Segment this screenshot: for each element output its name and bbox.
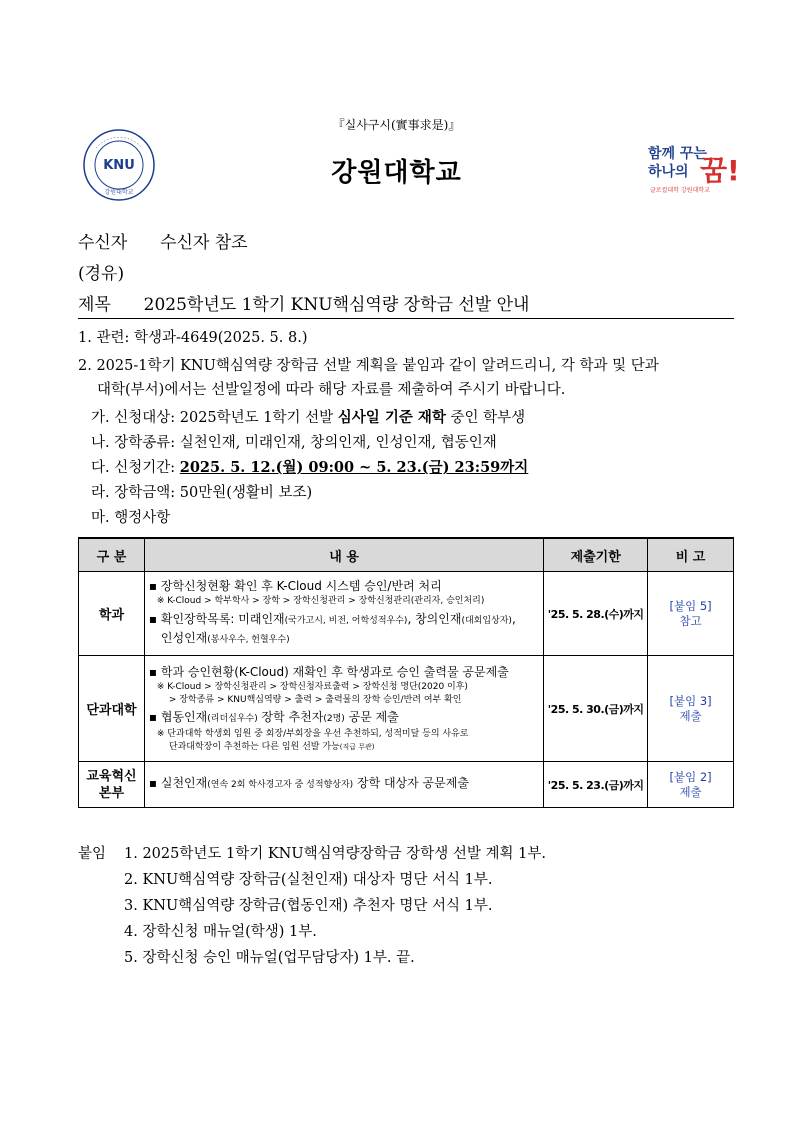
item-na: 나. 장학종류: 실천인재, 미래인재, 창의인재, 인성인재, 협동인재 bbox=[91, 435, 497, 451]
organization-title: 강원대학교 bbox=[331, 158, 462, 188]
content-small: (연속 2회 학사경고자 중 성적향상자) bbox=[207, 780, 354, 790]
content-small: (직급 무관) bbox=[339, 742, 375, 751]
table-header-row bbox=[79, 538, 734, 572]
content-item: ▪ 장학신청현황 확인 후 K-Cloud 시스템 승인/반려 처리 bbox=[148, 579, 442, 593]
item-da bbox=[91, 458, 528, 478]
attachment-item: 5. 장학신청 승인 매뉴얼(업무담당자) 1부. 끝. bbox=[124, 950, 415, 966]
content-item bbox=[149, 775, 539, 794]
content-subnote bbox=[149, 741, 539, 754]
content-small: (리더십우수) bbox=[207, 713, 258, 724]
content-text: 장학 대상자 공문제출 bbox=[353, 776, 469, 790]
row-deadline: '25. 5. 23.(금)까지 bbox=[544, 762, 648, 808]
content-text: 장학 추천자 bbox=[257, 709, 324, 724]
via-line: (경유) bbox=[78, 264, 125, 284]
application-period: 2025. 5. 12.(월) 09:00 ~ 5. 23.(금) 23:59까지 bbox=[179, 459, 529, 476]
schedule-table bbox=[78, 537, 734, 808]
recipient-line bbox=[78, 228, 248, 253]
content-subnote: ※ 단과대학 학생회 임원 중 회장/부회장을 우선 추천하되, 성적미달 등의 사유로 bbox=[156, 728, 469, 739]
header-category: 구 분 bbox=[79, 538, 145, 572]
content-text: ▪ 실천인재 bbox=[148, 776, 208, 790]
item-da-prefix: 다. 신청기간: bbox=[91, 460, 180, 476]
paragraph-1: 1. 관련: 학생과-4649(2025. 5. 8.) bbox=[78, 330, 308, 346]
note-ref: [붙임 2] bbox=[669, 769, 712, 784]
attachment-item: 1. 2025학년도 1학기 KNU핵심역량장학금 장학생 선발 계획 1부. bbox=[124, 846, 546, 862]
content-small: (대회입상자) bbox=[461, 616, 512, 626]
note-ref: [붙임 5] bbox=[669, 598, 712, 613]
svg-text:꿈!: 꿈! bbox=[700, 154, 736, 187]
slogan-logo bbox=[644, 138, 736, 196]
content-item bbox=[149, 709, 539, 728]
note-action: 제출 bbox=[679, 784, 702, 799]
content-text: 공문 제출 bbox=[344, 709, 399, 724]
row-content bbox=[144, 656, 543, 762]
header-deadline: 제출기한 bbox=[544, 538, 648, 572]
note-ref: [붙임 3] bbox=[669, 693, 712, 708]
attachments-list bbox=[124, 841, 546, 971]
content-subnote: > 장학종류 > KNU핵심역량 > 출력 > 출력물의 장학 승인/반려 여부 확인 bbox=[168, 694, 462, 705]
content-subnote: ※ K-Cloud > 장학신청관리 > 장학신청자료출력 > 장학신청 명단(2020 이후) bbox=[156, 681, 468, 692]
row-category: 학과 bbox=[79, 572, 145, 656]
recipient-label: 수신자 bbox=[78, 233, 128, 253]
category-line: 본부 bbox=[98, 785, 125, 801]
attachment-item: 2. KNU핵심역량 장학금(실천인재) 대상자 명단 서식 1부. bbox=[124, 872, 493, 888]
subject-label: 제목 bbox=[78, 295, 111, 315]
content-text: 단과대학장이 추천하는 다른 임원 선발 가능 bbox=[168, 741, 340, 752]
content-subnote: ※ K-Cloud > 학부학사 > 장학 > 장학신청관리 > 장학신청관리(관리자, 승인처리) bbox=[156, 596, 485, 606]
row-category: 단과대학 bbox=[79, 656, 145, 762]
row-deadline: '25. 5. 30.(금)까지 bbox=[544, 656, 648, 762]
content-item bbox=[149, 630, 539, 649]
attachment-item: 4. 장학신청 매뉴얼(학생) 1부. bbox=[124, 924, 317, 940]
header-divider bbox=[78, 318, 734, 319]
row-note bbox=[648, 656, 734, 762]
item-ga bbox=[91, 408, 525, 428]
row-note bbox=[648, 572, 734, 656]
content-item: ▪ 확인장학목록: 미래인재(국가고시, 비전, 어학성적우수), 창의인재(대회입상자), bbox=[148, 612, 516, 626]
subject-value: 2025학년도 1학기 KNU핵심역량 장학금 선발 안내 bbox=[143, 295, 530, 315]
paragraph-2-line2: 대학(부서)에서는 선발일정에 따라 해당 자료를 제출하여 주시기 바랍니다. bbox=[97, 382, 566, 398]
motto: 『실사구시(實事求是)』 bbox=[332, 118, 461, 132]
table-row bbox=[79, 572, 734, 656]
note-action: 제출 bbox=[679, 708, 702, 723]
svg-text:KNU: KNU bbox=[103, 158, 135, 173]
svg-text:강원대학교: 강원대학교 bbox=[104, 189, 134, 196]
content-text: , 창의인재 bbox=[407, 612, 462, 626]
item-ga-prefix: 가. 신청대상: 2025학년도 1학기 선발 bbox=[91, 410, 338, 426]
table-row bbox=[79, 656, 734, 762]
item-ga-emphasis: 심사일 기준 재학 bbox=[337, 409, 446, 426]
svg-text:하나의: 하나의 bbox=[648, 164, 689, 180]
svg-text:글로컬대학 강원대학교: 글로컬대학 강원대학교 bbox=[650, 187, 710, 194]
header-note: 비 고 bbox=[648, 538, 734, 572]
content-text: ▪ 확인장학목록: 미래인재 bbox=[148, 612, 285, 626]
row-content bbox=[144, 762, 543, 808]
attachments-label: 붙임 bbox=[78, 846, 107, 862]
row-deadline: '25. 5. 28.(수)까지 bbox=[544, 572, 648, 656]
content-small: (봉사우수, 헌혈우수) bbox=[207, 635, 290, 645]
row-content bbox=[144, 572, 543, 656]
subject-line bbox=[78, 290, 529, 315]
row-category bbox=[79, 762, 145, 808]
row-note bbox=[648, 762, 734, 808]
item-ma: 마. 행정사항 bbox=[91, 510, 171, 526]
content-small: (국가고시, 비전, 어학성적우수) bbox=[284, 616, 408, 626]
category-line: 교육혁신 bbox=[86, 768, 137, 784]
header-content: 내 용 bbox=[144, 538, 543, 572]
content-item: ▪ 학과 승인현황(K-Cloud) 재확인 후 학생과로 승인 출력물 공문제출 bbox=[148, 664, 509, 679]
content-text: ▪ 협동인재 bbox=[148, 709, 208, 724]
item-ga-suffix: 중인 학부생 bbox=[445, 410, 526, 426]
item-ra: 라. 장학금액: 50만원(생활비 보조) bbox=[91, 485, 313, 501]
recipient-value: 수신자 참조 bbox=[160, 233, 248, 253]
slogan-logo-icon bbox=[644, 138, 736, 196]
content-text: 인성인재 bbox=[160, 631, 208, 645]
svg-text:함께 꾸는: 함께 꾸는 bbox=[648, 146, 707, 162]
table-row bbox=[79, 762, 734, 808]
content-small: (2명) bbox=[323, 713, 345, 724]
attachment-item: 3. KNU핵심역량 장학금(협동인재) 추천자 명단 서식 1부. bbox=[124, 898, 493, 914]
paragraph-2-line1: 2. 2025-1학기 KNU핵심역량 장학금 선발 계획을 붙임과 같이 알려드리니, 각 학과 및 단과 bbox=[78, 358, 659, 374]
note-action: 참고 bbox=[679, 613, 702, 628]
